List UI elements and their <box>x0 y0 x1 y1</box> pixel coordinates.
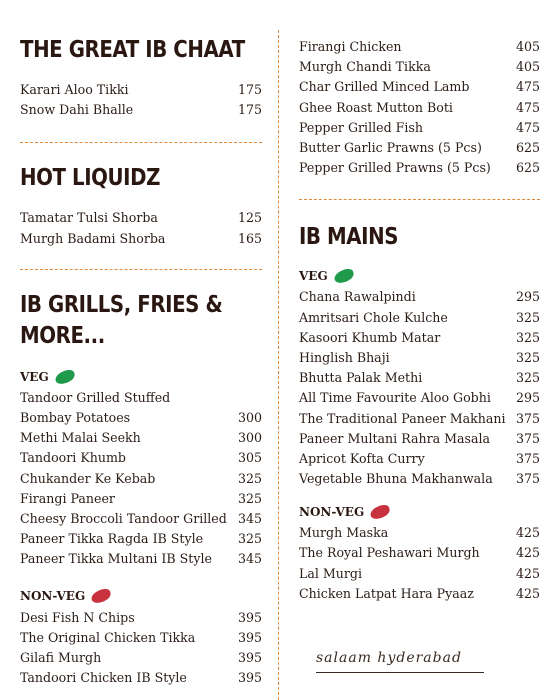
item-name: Karari Aloo Tikki <box>20 82 129 98</box>
menu-item <box>299 543 540 563</box>
item-name: Butter Garlic Prawns (5 Pcs) <box>299 140 482 156</box>
left-column <box>20 0 262 688</box>
column-divider <box>278 30 279 700</box>
item-name: Bombay Potatoes <box>20 410 131 426</box>
item-name: Apricot Kofta Curry <box>299 450 425 466</box>
menu-item <box>20 607 262 627</box>
menu-item <box>299 523 540 543</box>
item-name: Tamatar Tulsi Shorba <box>20 210 158 226</box>
item-price: 425 <box>515 565 540 581</box>
mains-veg-list <box>299 287 540 489</box>
item-name: Pepper Grilled Fish <box>299 119 423 135</box>
item-price: 300 <box>237 410 262 426</box>
item-name: Firangi Paneer <box>20 490 115 506</box>
menu-item <box>299 584 540 604</box>
menu-item <box>299 368 540 388</box>
item-name: Snow Dahi Bhalle <box>20 102 134 118</box>
section-title-mains: IB MAINS <box>299 224 399 251</box>
item-price: 165 <box>237 230 262 246</box>
item-price: 395 <box>237 629 262 645</box>
item-price: 395 <box>237 609 262 625</box>
item-name: Vegetable Bhuna Makhanwala <box>299 471 493 487</box>
veg-label: VEG <box>299 265 540 287</box>
item-price: 475 <box>515 99 540 115</box>
menu-item <box>20 448 262 468</box>
item-name: Amritsari Chole Kulche <box>299 309 448 325</box>
menu-item <box>299 158 540 178</box>
veg-marker-icon <box>332 268 355 286</box>
section-title-grills <box>20 290 261 352</box>
signature-underline <box>316 672 484 673</box>
item-price: 325 <box>237 531 262 547</box>
menu-item <box>20 668 262 688</box>
menu-item <box>20 628 262 648</box>
menu-item <box>20 100 262 120</box>
menu-item <box>299 408 540 428</box>
item-price: 375 <box>515 471 540 487</box>
item-name: Paneer Tikka Ragda IB Style <box>20 531 204 547</box>
item-name: Bhutta Palak Methi <box>299 370 423 386</box>
item-price: 305 <box>237 450 262 466</box>
right-column <box>299 0 540 604</box>
menu-item <box>20 388 262 408</box>
menu-item <box>299 348 540 368</box>
veg-label: VEG <box>20 366 262 388</box>
menu-item <box>299 118 540 138</box>
nonveg-marker-icon <box>90 588 113 606</box>
menu-item <box>20 549 262 569</box>
item-price: 475 <box>515 119 540 135</box>
item-price: 345 <box>237 510 262 526</box>
mains-nonveg-list <box>299 523 540 604</box>
item-price: 325 <box>515 370 540 386</box>
menu-item <box>20 408 262 428</box>
menu-item <box>20 489 262 509</box>
grills-continued-list <box>299 37 540 178</box>
menu-item <box>299 308 540 328</box>
menu-item <box>20 509 262 529</box>
item-price: 345 <box>237 551 262 567</box>
item-name: Chicken Latpat Hara Pyaaz <box>299 585 474 601</box>
item-name: Tandoor Grilled Stuffed <box>20 389 171 405</box>
menu-item <box>299 57 540 77</box>
menu-item <box>299 37 540 57</box>
item-name: Pepper Grilled Prawns (5 Pcs) <box>299 160 491 176</box>
section-title-liquidz: HOT LIQUIDZ <box>20 165 160 192</box>
item-name: Chukander Ke Kebab <box>20 470 156 486</box>
item-name: Lal Murgi <box>299 565 363 581</box>
item-name: Desi Fish N Chips <box>20 609 135 625</box>
item-name: Murgh Chandi Tikka <box>299 59 431 75</box>
item-price: 425 <box>515 585 540 601</box>
item-price: 325 <box>515 329 540 345</box>
item-price: 405 <box>515 59 540 75</box>
menu-item <box>20 208 262 228</box>
item-price: 295 <box>515 390 540 406</box>
menu-item <box>299 138 540 158</box>
item-price: 395 <box>237 670 262 686</box>
item-name: Ghee Roast Mutton Boti <box>299 99 453 115</box>
item-price: 375 <box>515 430 540 446</box>
title-line: MORE... <box>20 322 105 349</box>
veg-marker-icon <box>53 368 76 386</box>
item-price: 175 <box>237 102 262 118</box>
item-name: Murgh Badami Shorba <box>20 230 166 246</box>
item-name: Char Grilled Minced Lamb <box>299 79 470 95</box>
item-price: 475 <box>515 79 540 95</box>
item-name: The Traditional Paneer Makhani <box>299 410 506 426</box>
menu-item <box>20 648 262 668</box>
grills-nonveg-list <box>20 607 262 688</box>
item-name: Paneer Tikka Multani IB Style <box>20 551 212 567</box>
item-price: 425 <box>515 525 540 541</box>
menu-item <box>20 469 262 489</box>
grills-veg-list <box>20 388 262 570</box>
nonveg-label: NON-VEG <box>299 501 540 523</box>
item-name: Kasoori Khumb Matar <box>299 329 441 345</box>
item-name: The Original Chicken Tikka <box>20 629 196 645</box>
item-name: Tandoori Khumb <box>20 450 126 466</box>
title-line: IB GRILLS, FRIES & <box>20 291 223 318</box>
item-price: 325 <box>515 309 540 325</box>
item-name: Methi Malai Seekh <box>20 430 141 446</box>
item-price: 300 <box>237 430 262 446</box>
item-price: 625 <box>515 160 540 176</box>
menu-item <box>299 388 540 408</box>
menu-item <box>20 428 262 448</box>
item-price: 395 <box>237 649 262 665</box>
item-price: 125 <box>237 210 262 226</box>
item-name: Hinglish Bhaji <box>299 349 390 365</box>
item-name: All Time Favourite Aloo Gobhi <box>299 390 491 406</box>
item-price: 405 <box>515 39 540 55</box>
menu-item <box>299 77 540 97</box>
menu-item <box>299 469 540 489</box>
item-name: The Royal Peshawari Murgh <box>299 545 480 561</box>
item-price: 295 <box>515 289 540 305</box>
item-price: 375 <box>515 410 540 426</box>
item-price: 425 <box>515 545 540 561</box>
liquidz-list <box>20 208 262 248</box>
section-title-chaat: THE GREAT IB CHAAT <box>20 37 245 63</box>
menu-item <box>299 98 540 118</box>
item-price: 325 <box>237 470 262 486</box>
item-name: Cheesy Broccoli Tandoor Grilled <box>20 510 227 526</box>
item-name: Gilafi Murgh <box>20 649 102 665</box>
nonveg-label: NON-VEG <box>20 585 262 607</box>
item-name: Murgh Maska <box>299 525 389 541</box>
item-name: Chana Rawalpindi <box>299 289 416 305</box>
item-price: 325 <box>515 349 540 365</box>
item-name: Paneer Multani Rahra Masala <box>299 430 491 446</box>
menu-item <box>299 328 540 348</box>
item-price: 625 <box>515 140 540 156</box>
item-price: 325 <box>237 490 262 506</box>
item-name: Firangi Chicken <box>299 39 402 55</box>
menu-item <box>299 429 540 449</box>
item-price: 175 <box>237 82 262 98</box>
menu-item <box>299 287 540 307</box>
item-price: 375 <box>515 450 540 466</box>
chaat-list <box>20 80 262 120</box>
salaam-hyderabad-signature: salaam hyderabad <box>316 650 462 666</box>
menu-item <box>20 80 262 100</box>
menu-item <box>299 564 540 584</box>
item-name: Tandoori Chicken IB Style <box>20 670 187 686</box>
menu-item <box>20 229 262 249</box>
menu-item <box>299 449 540 469</box>
menu-item <box>20 529 262 549</box>
nonveg-marker-icon <box>369 503 392 521</box>
